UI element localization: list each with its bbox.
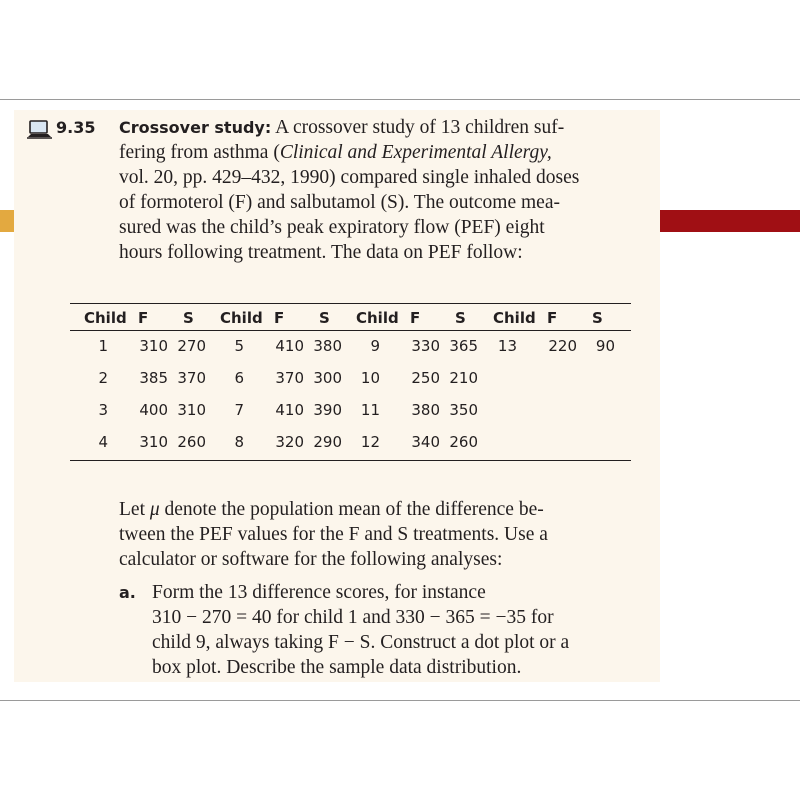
stem-text: Let: [119, 499, 145, 520]
table-cell: 330: [411, 337, 440, 355]
table-cell: 220: [548, 337, 577, 355]
table-cell: 90: [595, 337, 615, 355]
stem-line-1: [119, 497, 639, 522]
table-cell: 300: [313, 369, 342, 387]
table-header-cell: F: [274, 309, 285, 327]
table-cell: 270: [177, 337, 206, 355]
intro-line-5: sured was the child’s peak expiratory flow (PEF) eight: [119, 217, 545, 238]
exercise-lead: Crossover study:: [119, 118, 272, 137]
table-header-cell: F: [138, 309, 149, 327]
table-cell: 400: [139, 401, 168, 419]
intro-line-1: [119, 115, 639, 140]
question-stem: [119, 497, 639, 572]
exercise-intro: [119, 115, 639, 265]
intro-text: A crossover study of 13 children suf-: [275, 117, 565, 138]
intro-line-6: hours following treatment. The data on PEF follow:: [119, 242, 523, 263]
stem-line-3: calculator or software for the following analyses:: [119, 549, 503, 570]
table-header-cell: S: [592, 309, 603, 327]
table-header-cell: Child: [493, 309, 536, 327]
stem-line-2: tween the PEF values for the F and S treatments. Use a: [119, 524, 548, 545]
exercise-number: 9.35: [56, 118, 96, 137]
table-cell: 380: [411, 401, 440, 419]
table-header-cell: F: [410, 309, 421, 327]
table-cell: 410: [275, 401, 304, 419]
table-cell: 4: [98, 433, 108, 451]
table-cell: 5: [234, 337, 244, 355]
table-header-cell: Child: [220, 309, 263, 327]
table-cell: 2: [98, 369, 108, 387]
table-header-cell: S: [455, 309, 466, 327]
table-cell: 310: [139, 433, 168, 451]
table-cell: 13: [497, 337, 517, 355]
table-cell: 260: [449, 433, 478, 451]
part-a-line-2: 310 − 270 = 40 for child 1 and 330 − 365 = −35 for: [152, 607, 554, 628]
journal-title: Clinical and Experimental Allergy,: [279, 142, 552, 163]
table-cell: 11: [360, 401, 380, 419]
table-cell: 260: [177, 433, 206, 451]
table-cell: 380: [313, 337, 342, 355]
table-cell: 320: [275, 433, 304, 451]
accent-bar-left: [0, 210, 14, 232]
table-cell: 350: [449, 401, 478, 419]
table-cell: 365: [449, 337, 478, 355]
table-cell: 12: [360, 433, 380, 451]
intro-text: fering from asthma (: [119, 142, 280, 163]
table-cell: 6: [234, 369, 244, 387]
table-cell: 385: [139, 369, 168, 387]
pef-data-table: [70, 303, 631, 461]
table-cell: 370: [177, 369, 206, 387]
table-header-cell: S: [319, 309, 330, 327]
part-a-text: [152, 580, 642, 680]
table-cell: 1: [98, 337, 108, 355]
part-a-label: a.: [119, 583, 136, 602]
part-a-line-3: child 9, always taking F − S. Construct a dot plot or a: [152, 632, 570, 653]
table-cell: 390: [313, 401, 342, 419]
table-cell: 290: [313, 433, 342, 451]
table-header-cell: S: [183, 309, 194, 327]
accent-bar-right: [660, 210, 800, 232]
stem-text: denote the population mean of the difference be-: [164, 499, 544, 520]
laptop-icon: [27, 119, 53, 141]
mu-symbol: μ: [149, 499, 160, 520]
table-header-cell: Child: [356, 309, 399, 327]
table-cell: 210: [449, 369, 478, 387]
table-cell: 7: [234, 401, 244, 419]
table-cell: 8: [234, 433, 244, 451]
table-cell: 10: [360, 369, 380, 387]
table-cell: 340: [411, 433, 440, 451]
table-cell: 250: [411, 369, 440, 387]
table-cell: 9: [370, 337, 380, 355]
table-header-cell: F: [547, 309, 558, 327]
table-header-cell: Child: [84, 309, 127, 327]
table-header-row: [70, 304, 631, 331]
intro-line-4: of formoterol (F) and salbutamol (S). The outcome mea-: [119, 192, 560, 213]
intro-line-2: [119, 140, 639, 165]
table-cell: 310: [139, 337, 168, 355]
part-a-line-4: box plot. Describe the sample data distribution.: [152, 657, 522, 678]
table-cell: 410: [275, 337, 304, 355]
table-cell: 3: [98, 401, 108, 419]
table-cell: 370: [275, 369, 304, 387]
table-cell: 310: [177, 401, 206, 419]
intro-line-3: vol. 20, pp. 429–432, 1990) compared single inhaled doses: [119, 167, 580, 188]
part-a-line-1: Form the 13 difference scores, for instance: [152, 582, 486, 603]
